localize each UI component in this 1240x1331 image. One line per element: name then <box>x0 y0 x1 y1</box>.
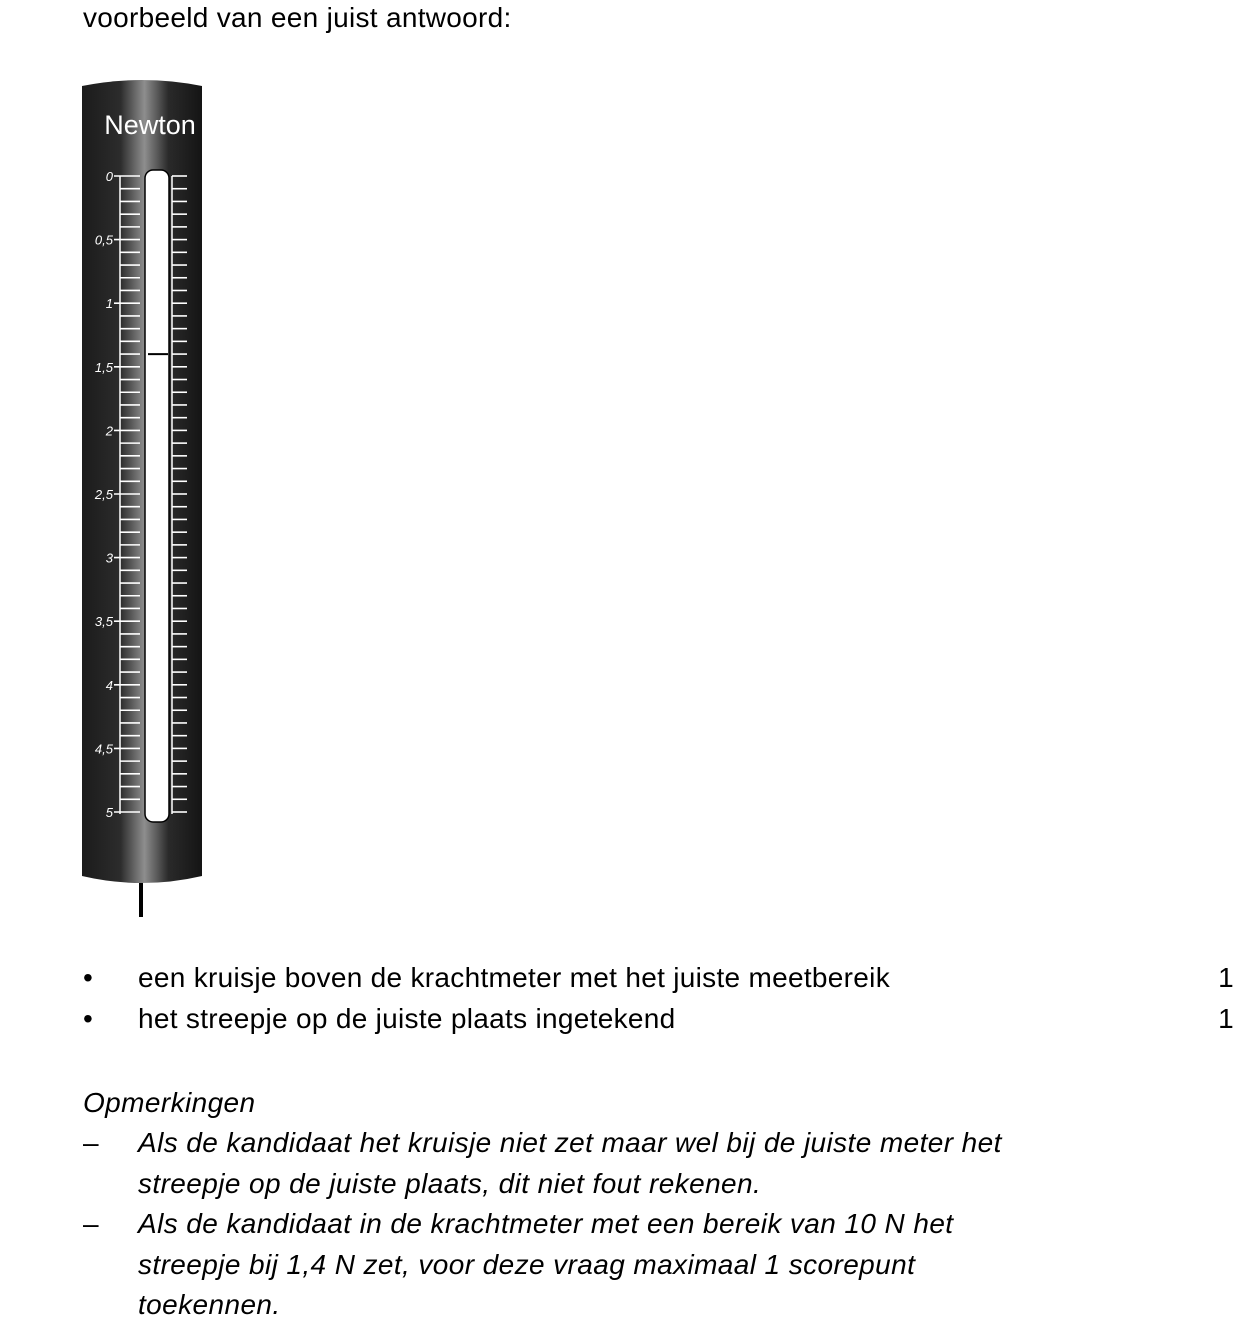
tick-label: 3,5 <box>94 614 113 630</box>
tick-label: 4 <box>105 677 113 693</box>
scoring-criteria <box>83 962 1240 1044</box>
tick-label: 2,5 <box>94 487 113 502</box>
criterion-score: 1 <box>1218 1003 1234 1034</box>
remarks-title: Opmerkingen <box>83 1087 256 1118</box>
criterion-2 <box>83 1003 1240 1044</box>
criterion-text: het streepje op de juiste plaats ingetekend <box>138 1003 676 1034</box>
intro-text: voorbeeld van een juist antwoord: <box>83 2 512 33</box>
tick-label: 4,5 <box>94 741 113 757</box>
criterion-text: een kruisje boven de krachtmeter met het juiste meetbereik <box>138 962 890 993</box>
bullet-icon: • <box>83 1003 94 1034</box>
tick-label: 1,5 <box>94 359 113 375</box>
tick-label: 2 <box>105 423 113 439</box>
tick-label: 1 <box>105 296 113 312</box>
remark-item-2 <box>83 1204 1203 1326</box>
meter-unit-label: Newton <box>104 110 196 140</box>
force-meter-illustration <box>70 70 220 930</box>
remark-line: Als de kandidaat in de krachtmeter met een bereik van 10 N het <box>138 1208 954 1239</box>
tick-label: 0 <box>105 169 113 184</box>
criterion-score: 1 <box>1218 962 1234 993</box>
criterion-1 <box>83 962 1240 1003</box>
remark-line: Als de kandidaat het kruisje niet zet maar wel bij de juiste meter het <box>138 1127 1002 1158</box>
remark-line: toekennen. <box>138 1289 281 1320</box>
remark-item-1 <box>83 1123 1203 1204</box>
tick-label: 0,5 <box>94 232 113 248</box>
bullet-icon: • <box>83 962 94 993</box>
tick-label: 3 <box>105 550 113 566</box>
meter-slot <box>145 170 169 822</box>
remark-line: streepje op de juiste plaats, dit niet fout rekenen. <box>138 1167 762 1199</box>
tick-label: 5 <box>105 805 113 820</box>
dash-icon: – <box>83 1208 99 1239</box>
remarks-section <box>83 1083 1203 1326</box>
dash-icon: – <box>83 1127 99 1158</box>
remark-line: streepje bij 1,4 N zet, voor deze vraag maximaal 1 scorepunt <box>138 1248 916 1280</box>
